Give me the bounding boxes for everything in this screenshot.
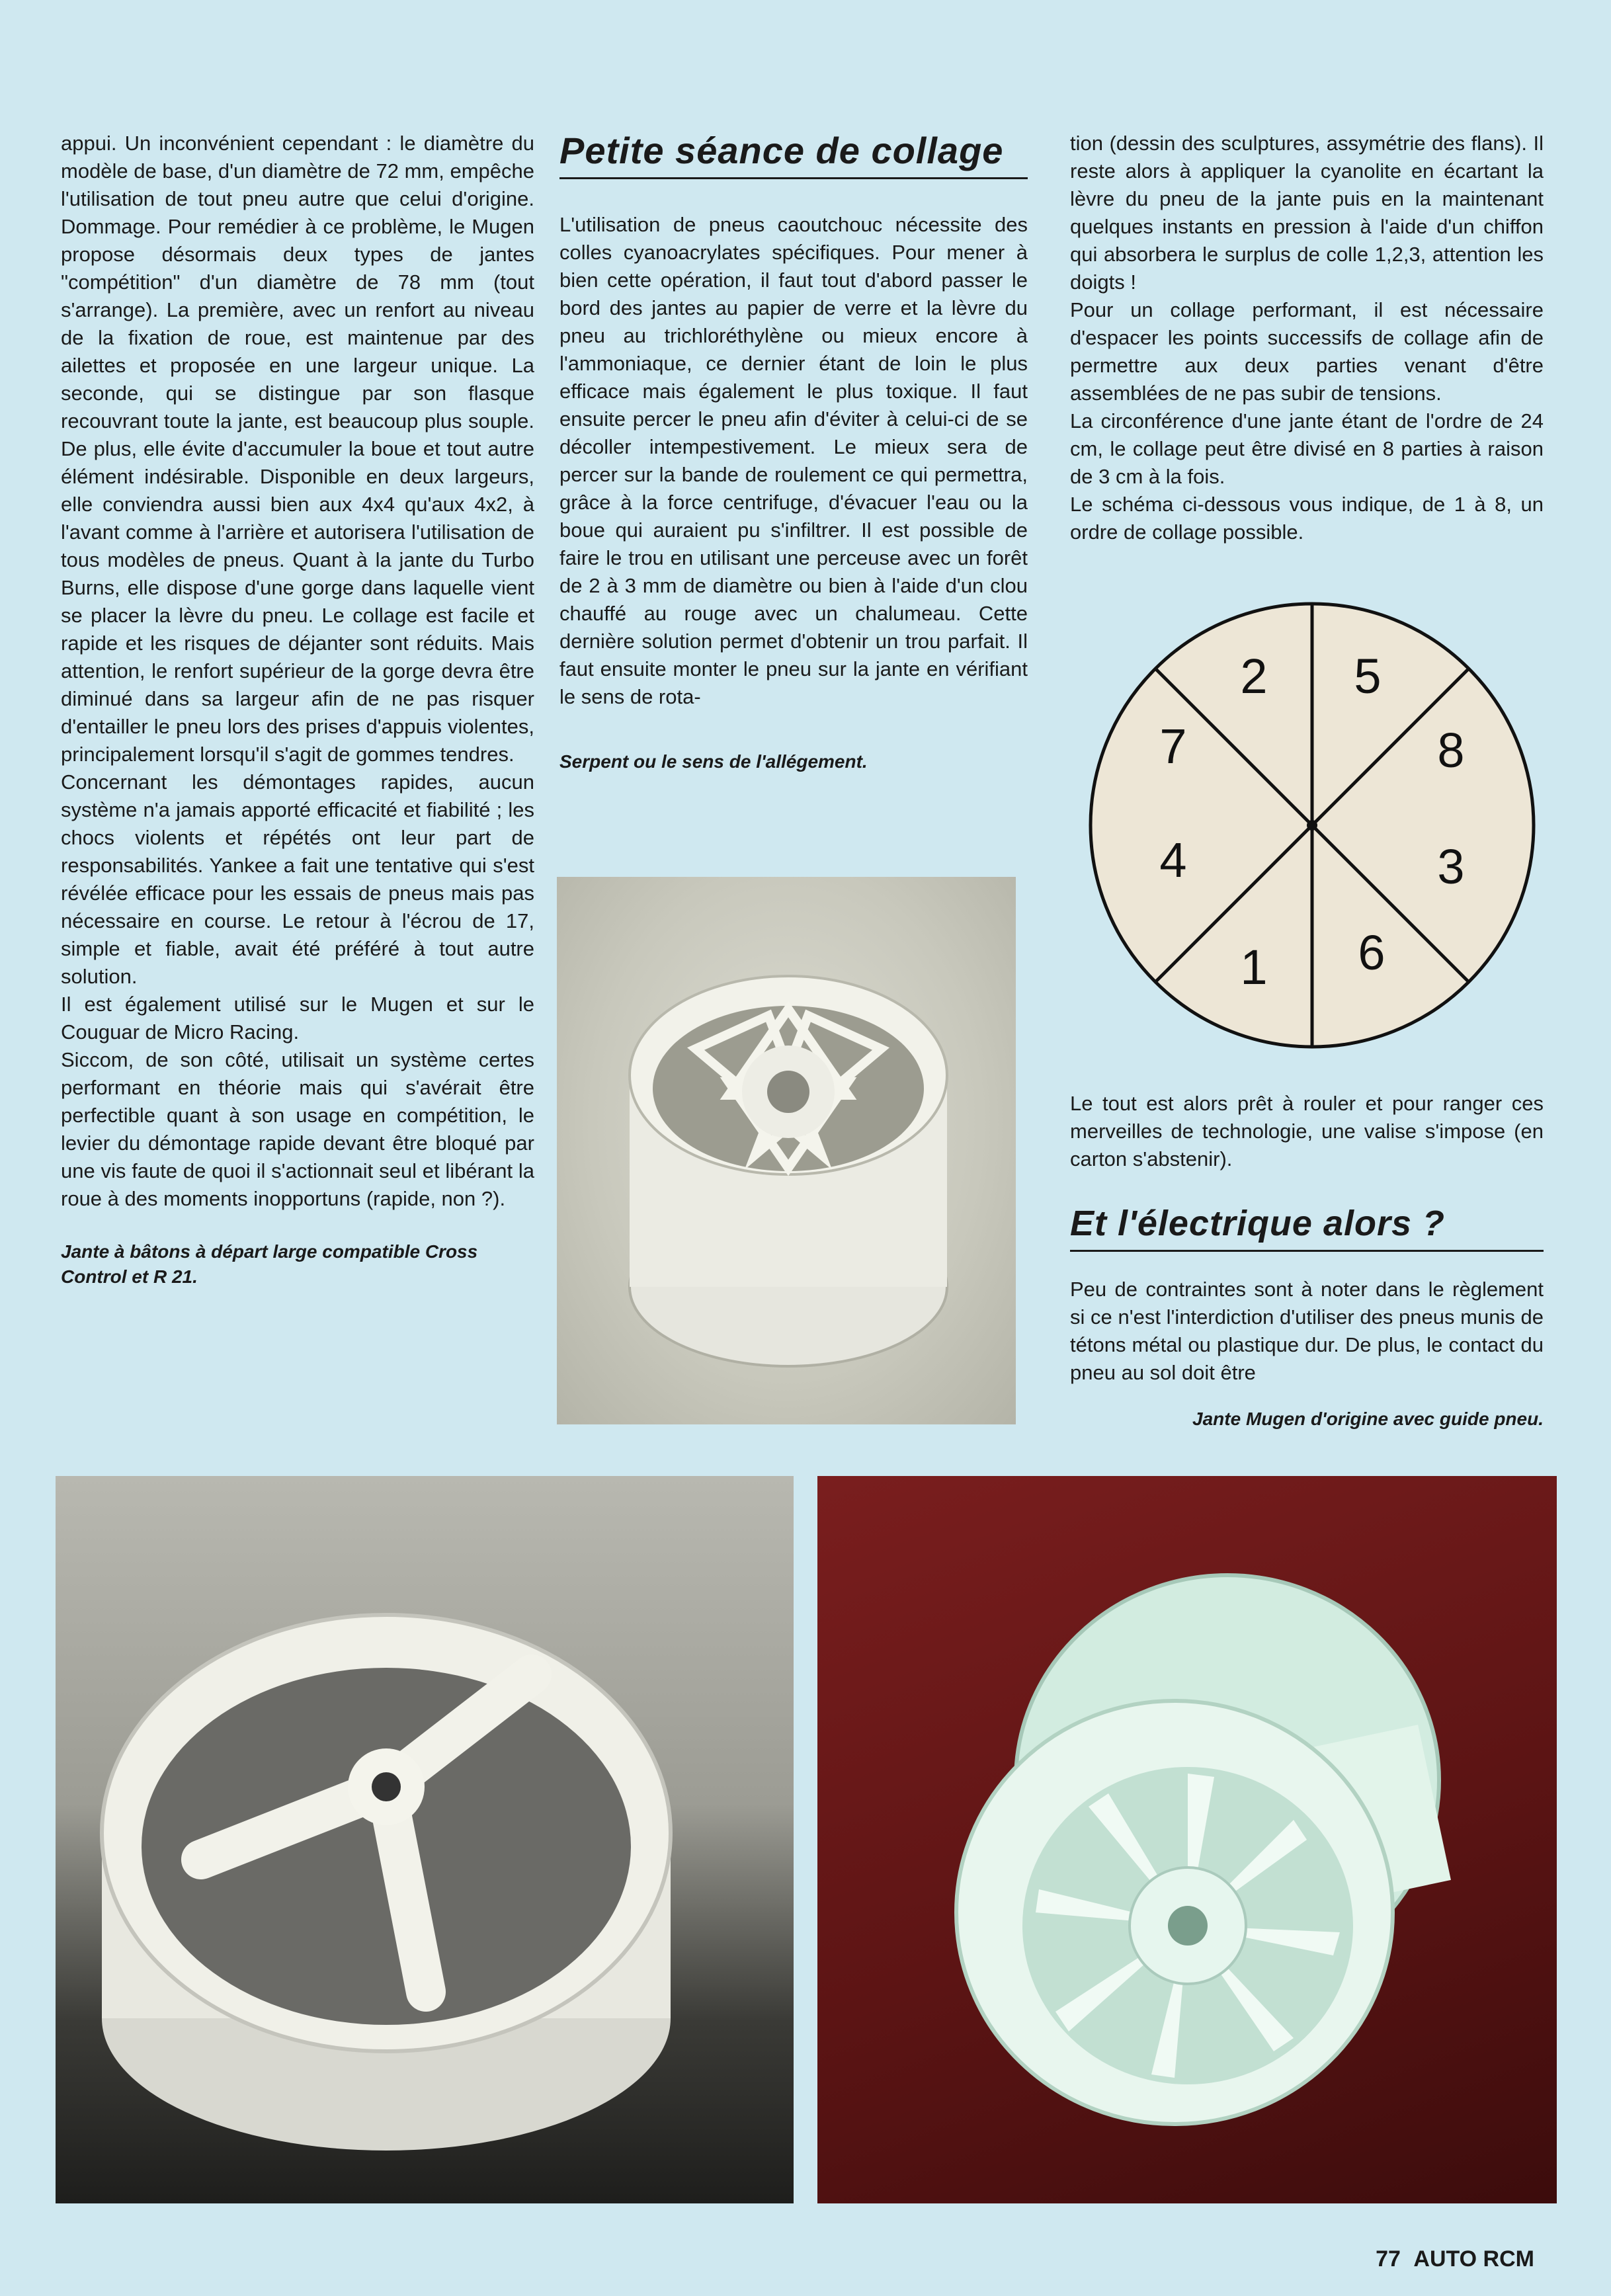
- paragraph: Le tout est alors prêt à rouler et pour ranger ces merveilles de technologie, une valise s'impose (en carton s'abstenir).: [1070, 1092, 1544, 1170]
- segment-number: 8: [1437, 723, 1465, 778]
- paragraph: Il est également utilisé sur le Mugen et sur le Couguar de Micro Racing.: [61, 993, 534, 1044]
- segment-number: 4: [1159, 833, 1187, 887]
- page-number: 77: [1376, 2246, 1401, 2272]
- photo-mugen-wheel: [817, 1476, 1557, 2203]
- photo-three-spoke-wheel: [56, 1476, 794, 2203]
- section-heading-collage: Petite séance de collage: [559, 130, 1028, 179]
- paragraph: Pour un collage performant, il est nécessaire d'espacer les points successifs de collage afin de permettre aux deux parties venant d'être assemblées de ne pas subir de tensions.: [1070, 298, 1544, 405]
- segment-number: 2: [1240, 649, 1268, 704]
- column-right-lower: [1070, 1090, 1544, 1432]
- gluing-order-diagram: [1081, 594, 1544, 1057]
- column-right: [1070, 130, 1544, 546]
- page-footer: [1376, 2246, 1534, 2272]
- paragraph: La circonférence d'une jante étant de l'ordre de 24 cm, le collage peut être divisé en 8 parties à raison de 3 cm à la fois.: [1070, 409, 1544, 488]
- article-text-middle: [559, 211, 1028, 711]
- mugen-wheel-illustration: [817, 1476, 1557, 2203]
- paragraph: Concernant les démontages rapides, aucun système n'a jamais apporté efficacité et fiabilité ; les chocs violents et répétés ont leur part de responsabilités. Yankee a fait une tentative qui s'est révélée efficace pour les essais de pneus mais pas nécessaire en course. Le retour à l'écrou de 17, simple et fiable, avait été préféré à tout autre solution.: [61, 770, 534, 988]
- paragraph: appui. Un inconvénient cependant : le diamètre du modèle de base, d'un diamètre de 72 mm, empêche l'utilisation de tout pneu autre que celui d'origine. Dommage. Pour remédier à ce problème, le Mugen propose désormais deux types de jantes "compétition" d'un diamètre de 78 mm (tout s'arrange). La première, avec un renfort au niveau de la fixation de roue, est maintenue par des ailettes et proposée en une largeur unique. La seconde, qui se distingue par son flasque recouvrant toute la jante, est beaucoup plus souple. De plus, elle évite d'accumuler la boue et tout autre élément indésirable. Disponible en deux largeurs, elle conviendra aussi bien aux 4x4 qu'aux 4x2, à l'avant comme à l'arrière et autorisera l'utilisation de tous modèles de pneus. Quant à la jante du Turbo Burns, elle dispose d'une gorge dans laquelle vient se placer la lèvre du pneu. Le collage est facile et rapide et les risques de déjanter sont réduits. Mais attention, le renfort supérieur de la gorge devra être diminué dans sa largeur afin de ne pas risquer d'entailler le pneu lors des prises d'appuis violentes, principalement lorsqu'il s'agit de gommes tendres.: [61, 132, 534, 766]
- paragraph: Siccom, de son côté, utilisait un système certes performant en théorie mais qui s'avérait être perfectible quant à son usage en compétition, le levier du démontage rapide devant être bloqué par une vis faute de quoi il s'actionnait seul et libérant la roue à des moments inopportuns (rapide, non ?).: [61, 1048, 534, 1210]
- wheel-spokes-illustration: [557, 877, 1016, 1424]
- paragraph: Le schéma ci-dessous vous indique, de 1 à 8, un ordre de collage possible.: [1070, 493, 1544, 544]
- photo-serpent-wheel: [557, 877, 1016, 1424]
- photo-caption-middle: Serpent ou le sens de l'allégement.: [559, 751, 868, 772]
- segment-number: 5: [1354, 649, 1382, 704]
- photo-caption-left: Jante à bâtons à départ large compatible Cross Control et R 21.: [61, 1241, 478, 1287]
- segment-number: 7: [1159, 719, 1187, 774]
- article-text-right: [1070, 130, 1544, 546]
- article-text-left: [61, 130, 534, 1213]
- segment-number: 1: [1240, 940, 1268, 995]
- paragraph: tion (dessin des sculptures, assymétrie des flans). Il reste alors à appliquer la cyanolite en écartant la lèvre du pneu de la jante puis en la maintenant quelques instants en pression à l'aide d'un chiffon qui absorbera le surplus de colle 1,2,3, attention les doigts !: [1070, 132, 1544, 294]
- three-spoke-wheel-illustration: [56, 1476, 794, 2203]
- magazine-name: AUTO RCM: [1413, 2246, 1534, 2272]
- article-text-electrique: [1070, 1276, 1544, 1387]
- section-heading-electrique: Et l'électrique alors ?: [1070, 1202, 1544, 1252]
- column-middle: [559, 130, 1028, 774]
- paragraph: Peu de contraintes sont à noter dans le règlement si ce n'est l'interdiction d'utiliser des pneus munis de tétons métal ou plastique dur. De plus, le contact du pneu au sol doit être: [1070, 1278, 1544, 1384]
- segment-number: 6: [1358, 925, 1385, 980]
- photo-caption-right: Jante Mugen d'origine avec guide pneu.: [1192, 1409, 1544, 1429]
- paragraph: L'utilisation de pneus caoutchouc nécessite des colles cyanoacrylates spécifiques. Pour mener à bien cette opération, il faut tout d'abord passer le bord des jantes au papier de verre et la lèvre du pneu au trichloréthylène ou mieux encore à l'ammoniaque, ce dernier étant de loin le plus efficace mais également le plus toxique. Il faut ensuite percer le pneu afin d'éviter à celui-ci de se décoller intempestivement. Le mieux sera de percer sur la bande de roulement ce qui permettra, grâce à la force centrifuge, d'évacuer l'eau ou la boue qui auraient pu s'infiltrer. Il est possible de faire le trou en utilisant une perceuse avec un forêt de 2 à 3 mm de diamètre ou bien à l'aide d'un clou chauffé au rouge avec un chalumeau. Cette dernière solution permet d'obtenir un trou parfait. Il faut ensuite monter le pneu sur la jante en vérifiant le sens de rota-: [559, 213, 1028, 708]
- segment-number: 3: [1437, 839, 1465, 894]
- column-left: [61, 130, 534, 1290]
